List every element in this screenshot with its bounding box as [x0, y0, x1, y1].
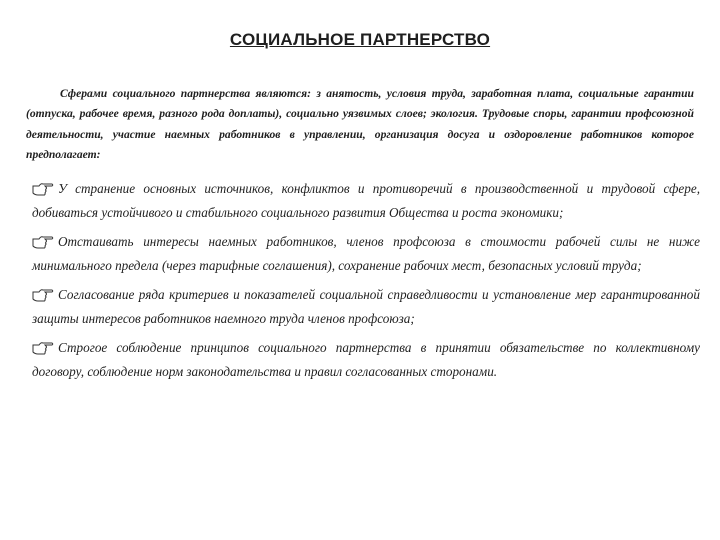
- pointing-hand-icon: [32, 234, 54, 255]
- pointing-hand-icon: [32, 340, 54, 361]
- list-item: [32, 231, 700, 276]
- pointing-hand-icon: [32, 181, 54, 202]
- list-item-text: Согласование ряда критериев и показателей социальной справедливости и установление мер гарантированной защиты интересов работников наемного труда членов профсоюза;: [32, 287, 700, 326]
- list-item-text: У странение основных источников, конфликтов и противоречий в производственной и трудовой сфере, добиваться устойчивого и стабильного социального развития Общества и роста экономики;: [32, 181, 700, 220]
- intro-paragraph: Сферами социального партнерства являются: з анятость, условия труда, заработная плата, социальные гарантии (отпуска, рабочее время, разного рода доплаты), социально уязвимых слоев; экология. Трудовые споры, гарантии профсоюзной деятельности, участие наемных работников в управлении, организация досуга и оздоровление работников которое предполагает:: [26, 86, 694, 162]
- list-item-text: Строгое соблюдение принципов социального партнерства в принятии обязательстве по коллективному договору, соблюдение норм законодательства и правил согласованных сторонами.: [32, 340, 700, 379]
- page-title: СОЦИАЛЬНОЕ ПАРТНЕРСТВО: [229, 30, 491, 49]
- list-item: [32, 178, 700, 223]
- list-item-text: Отстаивать интересы наемных работников, членов профсоюза в стоимости рабочей силы не ниже минимального предела (через тарифные соглашения), сохранение рабочих мест, безопасных условий труда;: [32, 234, 700, 273]
- list-item: [32, 284, 700, 329]
- bullet-list: [32, 178, 700, 390]
- list-item: [32, 337, 700, 382]
- pointing-hand-icon: [32, 287, 54, 308]
